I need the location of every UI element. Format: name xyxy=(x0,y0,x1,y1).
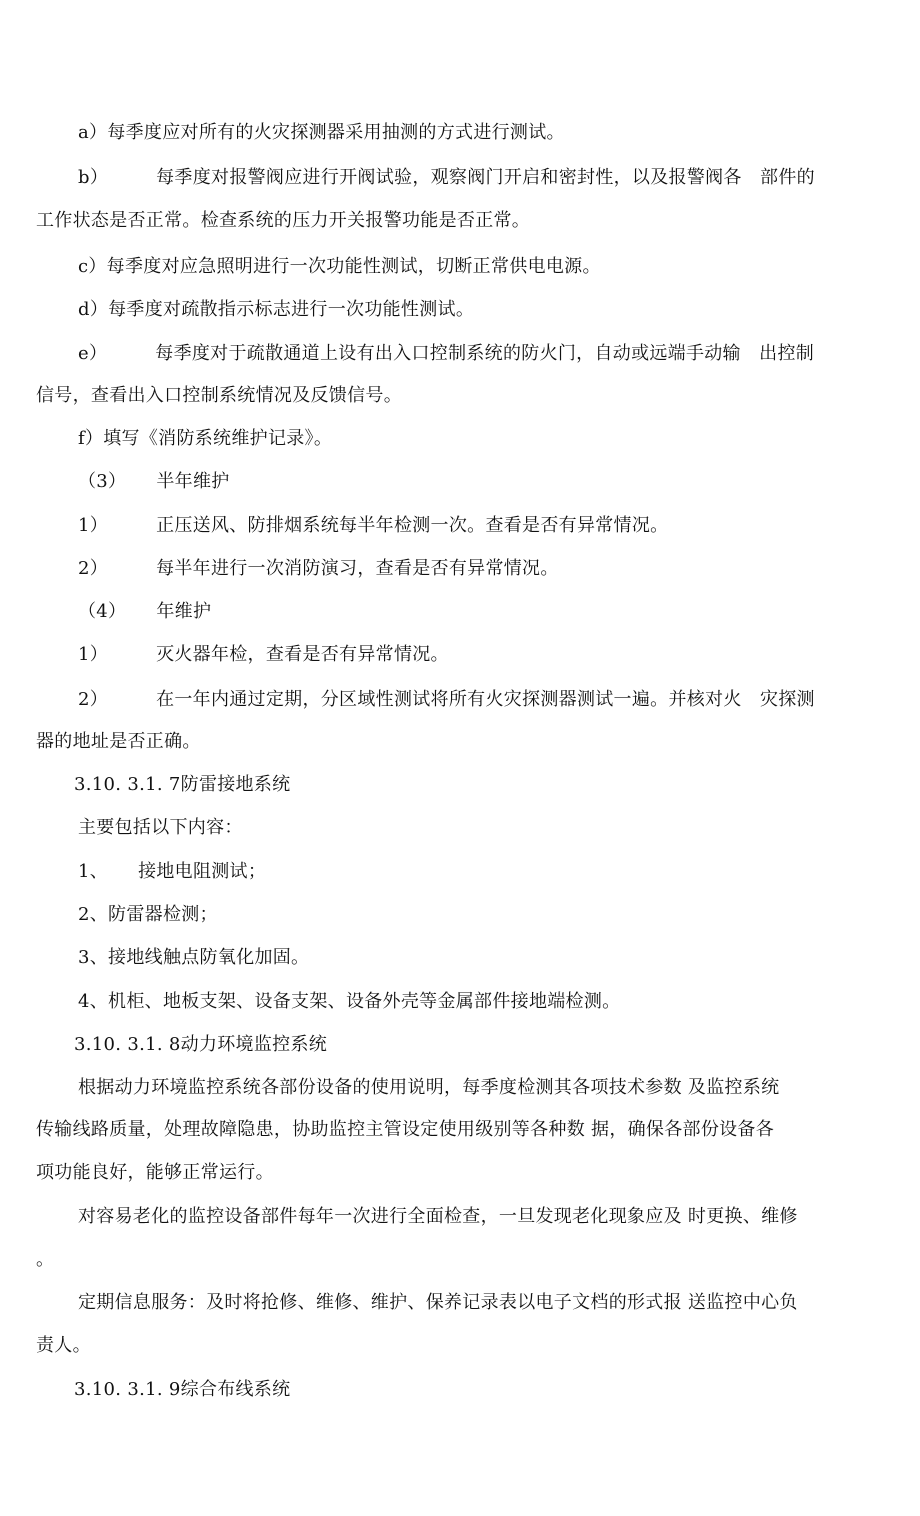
list-item-annual-2 xyxy=(78,688,815,712)
list-marker: 1、 xyxy=(78,861,109,882)
list-item-lightning-3: 3、接地线触点防氧化加固。 xyxy=(78,947,310,968)
list-item-annual-1 xyxy=(78,643,449,667)
list-text: 接地电阻测试； xyxy=(138,861,267,882)
paragraph-environment-3-cont: 责人。 xyxy=(36,1335,91,1356)
paragraph-c: c）每季度对应急照明进行一次功能性测试，切断正常供电电源。 xyxy=(78,256,601,277)
list-item-lightning-1 xyxy=(78,860,266,884)
paragraph-environment-1-cont: 传输线路质量，处理故障隐患，协助监控主管设定使用级别等各种数 据，确保各部份设备各 xyxy=(36,1119,775,1140)
list-text: 正压送风、防排烟系统每半年检测一次。查看是否有异常情况。 xyxy=(156,515,669,536)
section-heading-half-year xyxy=(78,470,230,494)
item-marker-b: b） xyxy=(78,167,109,188)
paragraph-environment-3: 定期信息服务：及时将抢修、维修、维护、保养记录表以电子文档的形式报 送监控中心负 xyxy=(78,1292,798,1313)
paragraph-environment-1-cont2: 项功能良好，能够正常运行。 xyxy=(36,1162,274,1183)
section-heading-annual xyxy=(78,600,211,624)
paragraph-b-cont: 工作状态是否正常。检查系统的压力开关报警功能是否正常。 xyxy=(36,210,531,231)
list-item-lightning-2: 2、防雷器检测； xyxy=(78,904,218,925)
paragraph-intro: 主要包括以下内容： xyxy=(78,817,243,838)
section-title: 年维护 xyxy=(156,601,212,622)
paragraph-e-cont: 信号，查看出入口控制系统情况及反馈信号。 xyxy=(36,385,402,406)
section-heading-lightning: 3.10. 3.1. 7防雷接地系统 xyxy=(74,774,291,795)
list-text: 灭火器年检，查看是否有异常情况。 xyxy=(156,644,449,665)
list-item-half-1 xyxy=(78,514,668,538)
list-text: 每半年进行一次消防演习，查看是否有异常情况。 xyxy=(156,558,559,579)
list-marker: 2） xyxy=(78,689,109,710)
list-text: 在一年内通过定期，分区域性测试将所有火灾探测器测试一遍。并核对火 灾探测 xyxy=(156,689,815,710)
paragraph-b-text: 每季度对报警阀应进行开阀试验，观察阀门开启和密封性，以及报警阀各 部件的 xyxy=(156,167,815,188)
list-item-half-2 xyxy=(78,557,559,581)
section-heading-cabling: 3.10. 3.1. 9综合布线系统 xyxy=(74,1379,291,1400)
paragraph-d: d）每季度对疏散指示标志进行一次功能性测试。 xyxy=(78,299,475,320)
list-item-annual-2-cont: 器的地址是否正确。 xyxy=(36,731,201,752)
section-heading-environment: 3.10. 3.1. 8动力环境监控系统 xyxy=(74,1034,328,1055)
list-marker: 2） xyxy=(78,558,109,579)
list-marker: 1） xyxy=(78,515,109,536)
paragraph-a: a）每季度应对所有的火灾探测器采用抽测的方式进行测试。 xyxy=(78,122,565,143)
section-number: （4） xyxy=(78,601,127,622)
list-marker: 1） xyxy=(78,644,109,665)
paragraph-f: f）填写《消防系统维护记录》。 xyxy=(78,428,333,449)
paragraph-environment-2: 对容易老化的监控设备部件每年一次进行全面检查，一旦发现老化现象应及 时更换、维修 xyxy=(78,1206,798,1227)
paragraph-e-text: 每季度对于疏散通道上设有出入口控制系统的防火门，自动或远端手动输 出控制 xyxy=(155,343,815,364)
paragraph-e xyxy=(78,342,814,366)
paragraph-environment-1: 根据动力环境监控系统各部份设备的使用说明，每季度检测其各项技术参数 及监控系统 xyxy=(78,1077,780,1098)
paragraph-environment-2-cont: 。 xyxy=(36,1249,55,1270)
paragraph-b xyxy=(78,166,815,190)
section-title: 半年维护 xyxy=(156,471,230,492)
list-item-lightning-4: 4、机柜、地板支架、设备支架、设备外壳等金属部件接地端检测。 xyxy=(78,991,621,1012)
section-number: （3） xyxy=(78,471,127,492)
item-marker-e: e） xyxy=(78,343,108,364)
